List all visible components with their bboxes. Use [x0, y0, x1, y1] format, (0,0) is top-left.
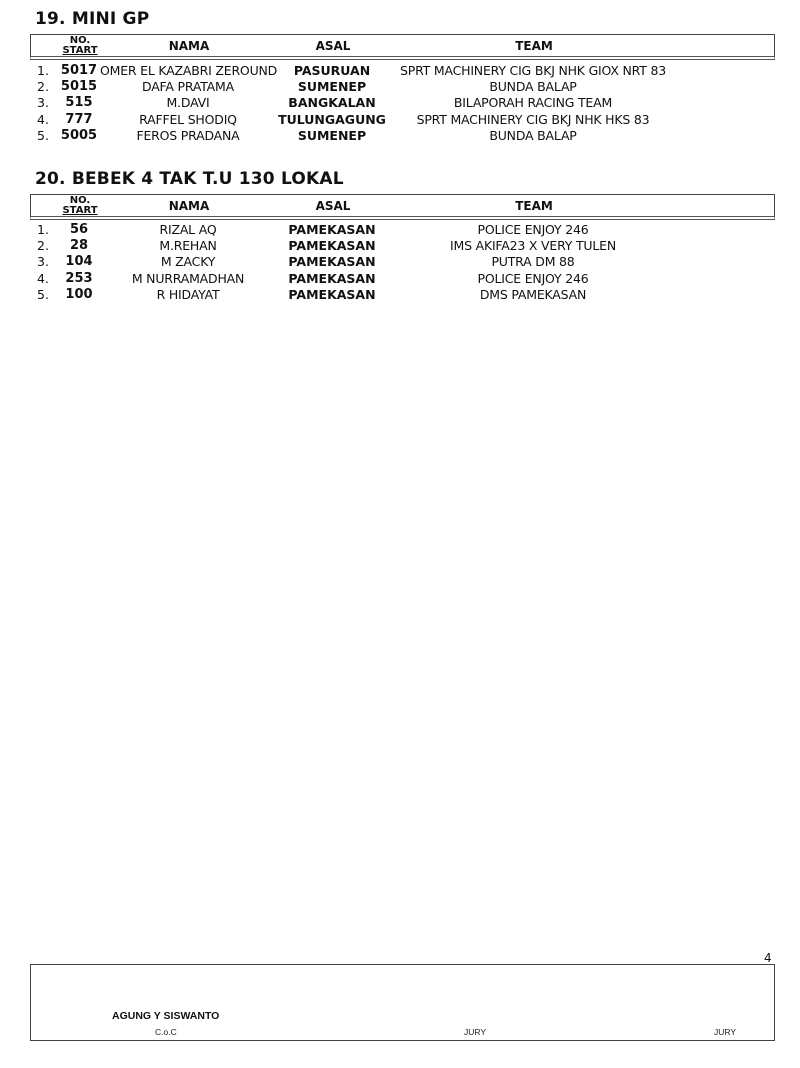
table-header — [30, 194, 775, 220]
row-asal: PAMEKASAN — [288, 286, 376, 302]
header-team: TEAM — [515, 198, 553, 213]
table-row — [0, 63, 800, 79]
header-start-label: START — [62, 205, 98, 216]
row-nama: RAFFEL SHODIQ — [139, 111, 237, 127]
table-row — [0, 254, 800, 270]
table-row — [0, 112, 800, 128]
row-nama: DAFA PRATAMA — [142, 79, 234, 95]
row-nama: OMER EL KAZABRI ZEROUND — [100, 63, 278, 78]
table-body — [0, 222, 800, 303]
row-index: 1. — [37, 63, 49, 78]
row-asal: PASURUAN — [293, 63, 371, 78]
row-no-start: 5017 — [60, 63, 98, 78]
row-index: 3. — [37, 254, 49, 270]
role-coc-label: C.o.C — [155, 1027, 177, 1037]
header-no-label: NO. — [69, 35, 91, 46]
row-nama: R HIDAYAT — [156, 286, 220, 302]
row-asal: SUMENEP — [297, 79, 367, 95]
table-body — [0, 63, 800, 144]
header-team: TEAM — [515, 38, 553, 53]
header-no-label: NO. — [69, 195, 91, 206]
row-no-start: 28 — [69, 238, 89, 254]
header-no-start — [57, 195, 103, 216]
row-index: 4. — [37, 270, 49, 286]
signature-box — [30, 964, 775, 1041]
row-no-start: 5005 — [60, 127, 98, 143]
row-no-start: 56 — [69, 222, 89, 237]
row-index: 5. — [37, 286, 49, 302]
row-no-start: 100 — [65, 286, 93, 302]
table-row — [0, 222, 800, 238]
row-asal: SUMENEP — [297, 127, 367, 143]
row-team: SPRT MACHINERY CIG BKJ NHK HKS 83 — [416, 111, 650, 127]
table-row — [0, 95, 800, 111]
row-index: 3. — [37, 95, 49, 111]
header-no-start — [57, 35, 103, 56]
row-asal: PAMEKASAN — [288, 238, 376, 254]
row-nama: M NURRAMADHAN — [131, 270, 245, 286]
header-start-label: START — [62, 45, 98, 56]
row-no-start: 777 — [65, 111, 93, 127]
row-team: DMS PAMEKASAN — [479, 286, 587, 302]
table-row — [0, 128, 800, 144]
row-team: POLICE ENJOY 246 — [477, 270, 589, 286]
header-nama: NAMA — [168, 198, 210, 213]
row-asal: PAMEKASAN — [288, 254, 376, 270]
row-team: BUNDA BALAP — [489, 127, 577, 143]
table-row — [0, 238, 800, 254]
row-team: BUNDA BALAP — [489, 79, 577, 95]
row-index: 1. — [37, 222, 49, 237]
row-index: 4. — [37, 111, 49, 127]
row-team: IMS AKIFA23 X VERY TULEN — [450, 238, 616, 254]
row-no-start: 104 — [65, 254, 93, 270]
row-team: POLICE ENJOY 246 — [477, 222, 589, 237]
table-row — [0, 271, 800, 287]
row-index: 2. — [37, 79, 49, 95]
row-no-start: 515 — [65, 95, 93, 111]
row-nama: M.REHAN — [159, 238, 217, 254]
header-asal: ASAL — [315, 198, 351, 213]
row-asal: BANGKALAN — [288, 95, 376, 111]
row-nama: FEROS PRADANA — [136, 127, 240, 143]
row-index: 2. — [37, 238, 49, 254]
table-row — [0, 287, 800, 303]
table-row — [0, 79, 800, 95]
row-team: BILAPORAH RACING TEAM — [453, 95, 613, 111]
section-title: 20. BEBEK 4 TAK T.U 130 LOKAL — [35, 169, 344, 189]
table-header — [30, 34, 775, 60]
row-team: SPRT MACHINERY CIG BKJ NHK GIOX NRT 83 — [400, 63, 666, 78]
row-index: 5. — [37, 127, 49, 143]
row-nama: M.DAVI — [166, 95, 210, 111]
row-nama: RIZAL AQ — [159, 222, 217, 237]
header-nama: NAMA — [168, 38, 210, 53]
row-no-start: 5015 — [60, 79, 98, 95]
row-nama: M ZACKY — [160, 254, 216, 270]
signatory-name: AGUNG Y SISWANTO — [112, 1010, 220, 1022]
row-asal: PAMEKASAN — [288, 270, 376, 286]
row-asal: TULUNGAGUNG — [278, 111, 386, 127]
row-team: PUTRA DM 88 — [491, 254, 575, 270]
row-no-start: 253 — [65, 270, 93, 286]
section-title: 19. MINI GP — [35, 9, 150, 29]
role-jury-label-1: JURY — [464, 1027, 487, 1037]
header-asal: ASAL — [315, 38, 351, 53]
row-asal: PAMEKASAN — [288, 222, 376, 237]
role-jury-label-2: JURY — [714, 1027, 737, 1037]
page-number: 4 — [764, 951, 772, 965]
